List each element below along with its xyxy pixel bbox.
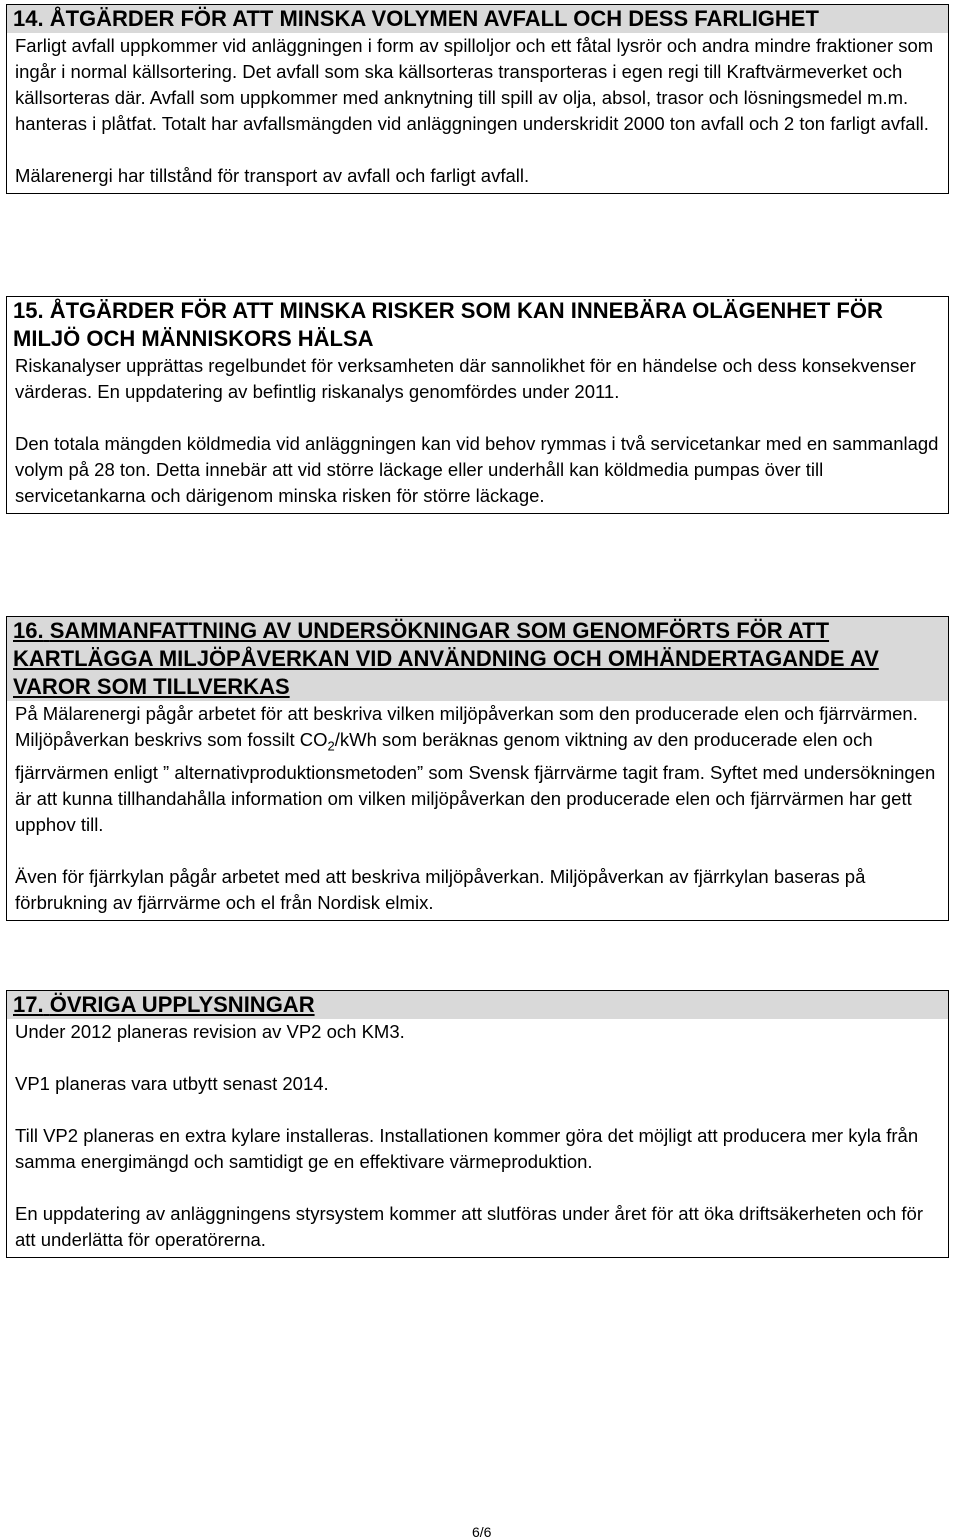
page-number: 6/6	[472, 1524, 492, 1540]
section-15	[6, 296, 949, 514]
section-14-paragraph-1: Farligt avfall uppkommer vid anläggningen i form av spilloljor och ett fåtal lysrör och andra mindre fraktioner som ingår i normal källsortering. Det avfall som ska källsorteras transporteras i egen regi till Kraftvärmeverket och källsorteras där. Avfall som uppkommer med anknytning till spill av olja, absol, trasor och lösningsmedel m.m. hanteras i plåtfat. Totalt har avfallsmängden vid anläggningen underskridit 2000 ton avfall och 2 ton farligt avfall.	[15, 35, 934, 134]
section-14-body	[7, 33, 948, 193]
section-17-paragraph-1: Under 2012 planeras revision av VP2 och KM3.	[15, 1021, 405, 1042]
section-16-paragraph-2: Även för fjärrkylan pågår arbetet med att beskriva miljöpåverkan. Miljöpåverkan av fjärrkylan baseras på förbrukning av fjärrvärme och el från Nordisk elmix.	[15, 865, 866, 913]
section-16-body	[7, 701, 948, 920]
section-17-title: ÖVRIGA UPPLYSNINGAR	[49, 992, 315, 1017]
section-14-paragraph-2: Mälarenergi har tillstånd för transport av avfall och farligt avfall.	[15, 165, 530, 186]
section-17	[6, 990, 949, 1258]
section-16-number: 16.	[13, 618, 44, 643]
section-17-number: 17.	[13, 992, 44, 1017]
section-15-heading	[7, 297, 948, 353]
section-17-heading	[7, 991, 948, 1019]
section-16-title: SAMMANFATTNING AV UNDERSÖKNINGAR SOM GENOMFÖRTS FÖR ATT KARTLÄGGA MILJÖPÅVERKAN VID ANVÄNDNING OCH OMHÄNDERTAGANDE AV VAROR SOM TILLVERKAS	[13, 618, 879, 699]
section-16	[6, 616, 949, 921]
section-15-paragraph-2: Den totala mängden köldmedia vid anläggningen kan vid behov rymmas i två servicetankar med en sammanlagd volym på 28 ton. Detta innebär att vid större läckage eller underhåll kan köldmedia pumpas över till servicetankarna och därigenom minska risken för större läckage.	[15, 433, 939, 506]
section-17-paragraph-3: Till VP2 planeras en extra kylare installeras. Installationen kommer göra det möjligt att producera mer kyla från samma energimängd och samtidigt ge en effektivare värmeproduktion.	[15, 1125, 919, 1172]
section-15-body	[7, 353, 948, 513]
section-15-number: 15.	[13, 298, 44, 323]
section-15-paragraph-1: Riskanalyser upprättas regelbundet för verksamheten där sannolikhet för en händelse och dess konsekvenser värderas. En uppdatering av befintlig riskanalys genomfördes under 2011.	[15, 355, 916, 402]
section-17-body	[7, 1019, 948, 1257]
section-15-title: ÅTGÄRDER FÖR ATT MINSKA RISKER SOM KAN INNEBÄRA OLÄGENHET FÖR MILJÖ OCH MÄNNISKORS HÄLSA	[13, 298, 883, 351]
section-14-title: ÅTGÄRDER FÖR ATT MINSKA VOLYMEN AVFALL OCH DESS FARLIGHET	[49, 6, 819, 31]
section-14-number: 14.	[13, 6, 44, 31]
section-14	[6, 4, 949, 194]
section-17-paragraph-4: En uppdatering av anläggningens styrsystem kommer att slutföras under året för att öka driftsäkerheten och för att underlätta för operatörerna.	[15, 1203, 923, 1250]
section-14-heading	[7, 5, 948, 33]
section-16-paragraph-1-part-b: /kWh som beräknas genom viktning av den producerade elen och fjärrvärmen enligt ” alternativproduktionsmetoden” som Svensk fjärrvärme tagit fram. Syftet med undersökningen är att kunna tillhandahålla information om vilken miljöpåverkan den producerade elen och fjärrvärmen har gett upphov till.	[15, 729, 936, 835]
section-16-paragraph-1	[15, 701, 940, 838]
section-17-paragraph-2: VP1 planeras vara utbytt senast 2014.	[15, 1073, 329, 1094]
section-16-paragraph-1-part-a: På Mälarenergi pågår arbetet för att beskriva vilken miljöpåverkan som den producerade elen och fjärrvärmen. Miljöpåverkan beskrivs som fossilt CO	[15, 703, 918, 750]
section-16-heading	[7, 617, 948, 701]
co2-subscript: 2	[327, 738, 335, 754]
